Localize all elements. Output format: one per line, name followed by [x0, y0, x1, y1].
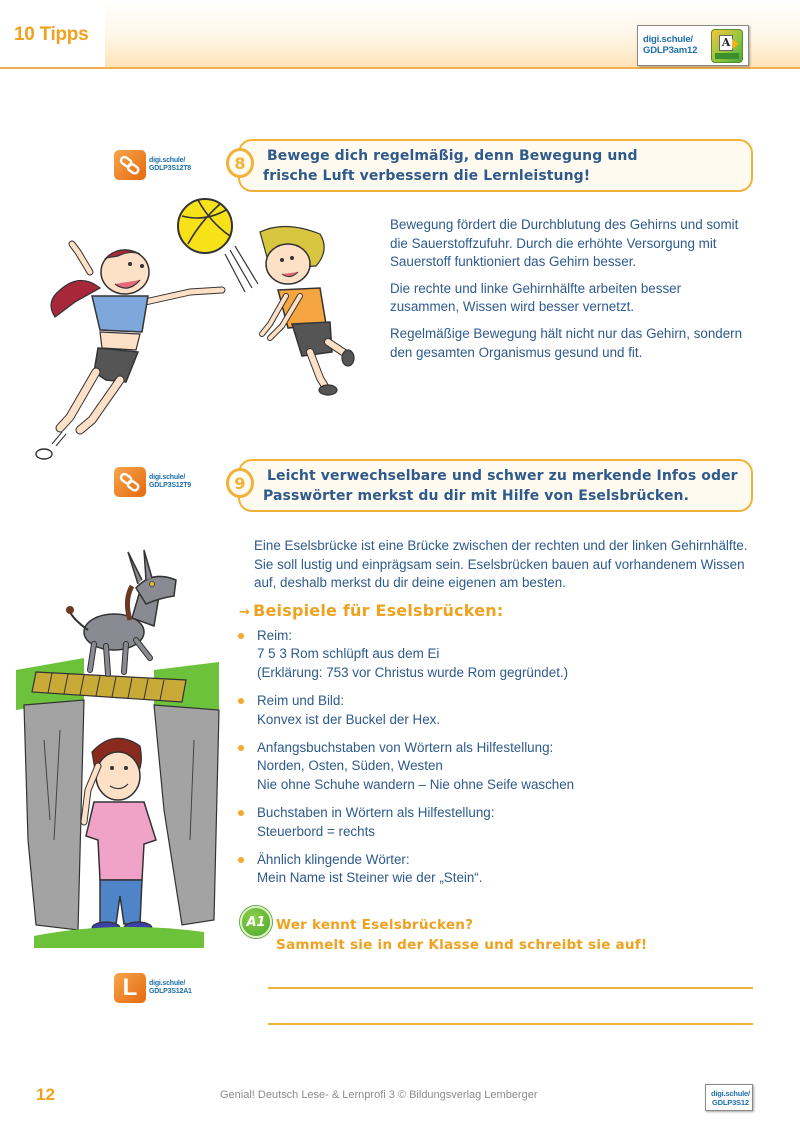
thinking-boy: [84, 738, 156, 934]
tip-8-header: [226, 139, 753, 193]
page-title: 10 Tipps: [14, 24, 89, 45]
chain-link-icon: [114, 150, 146, 180]
list-item: Ähnlich klingende Wörter: Mein Name ist Steiner wie der „Stein“.: [237, 851, 737, 888]
arrow-right-icon: →: [239, 605, 251, 620]
list-item: Buchstaben in Wörtern als Hilfestellung: Steuerbord = rechts: [237, 804, 737, 841]
examples-title: → Beispiele für Eselsbrücken:: [239, 601, 504, 620]
solution-badge[interactable]: [114, 973, 192, 1003]
tip-number: 8: [226, 148, 254, 178]
header-rule: [0, 67, 800, 69]
donkey: [66, 550, 176, 674]
bullet-icon: [238, 698, 244, 704]
girl-bumping: [260, 226, 354, 395]
code-text: digi.schule/ GDLP3am12: [643, 34, 698, 56]
solution-code: digi.schule/ GDLP3S12A1: [149, 979, 192, 995]
link-badge-tip9[interactable]: [114, 467, 191, 497]
bullet-icon: [238, 810, 244, 816]
page-number: 12: [36, 1085, 55, 1104]
copyright: Genial! Deutsch Lese- & Lernprofi 3 © Bildungsverlag Lemberger: [220, 1089, 538, 1101]
list-item: Reim und Bild: Konvex ist der Buckel der Hex.: [237, 692, 737, 729]
task-badge: A1: [240, 906, 272, 938]
tip-heading: Leicht verwechselbare und schwer zu merkende Infos oder Passwörter merkst du dir mit Hilfe von Eselsbrücken.: [263, 468, 738, 504]
chain-link-icon: [114, 467, 146, 497]
volleyball-illustration: [30, 192, 370, 467]
answer-line-1[interactable]: [268, 987, 753, 989]
link-code: digi.schule/ GDLP3S12T8: [149, 156, 191, 172]
link-badge-tip8[interactable]: [114, 150, 191, 180]
code-text: digi.schule/ GDLP3S12: [711, 1089, 750, 1107]
paragraph: Eine Eselsbrücke ist eine Brücke zwischen der rechten und der linken Gehirnhälfte. Sie soll lustig und einprägsam sein. Eselsbrücken bauen auf vorhandenem Wissen auf, deshalb merkst du dir deine eigenen am besten.: [254, 538, 748, 591]
paragraph: Regelmäßige Bewegung hält nicht nur das Gehirn, sondern den gesamten Organismus gesund und fit.: [390, 325, 743, 360]
arrow-icon: [732, 39, 739, 49]
list-item: Anfangsbuchstaben von Wörtern als Hilfestellung: Norden, Osten, Süden, Westen Nie ohne Schuhe wandern – Nie ohne Seife waschen: [237, 739, 737, 794]
list-item: Reim: 7 5 3 Rom schlüpft aus dem Ei (Erklärung: 753 vor Christus wurde Rom gegründet.): [237, 627, 737, 682]
letter-page-icon: A: [719, 35, 733, 51]
digi-schule-code-footer[interactable]: [705, 1084, 753, 1111]
bullet-icon: [238, 745, 244, 751]
paragraph: Die rechte und linke Gehirnhälfte arbeiten besser zusammen, Wissen wird besser vernetzt.: [390, 280, 682, 315]
tip-9-header: [226, 459, 753, 513]
page-header: [0, 0, 800, 69]
donkey-bridge-illustration: [14, 540, 224, 950]
paragraph: Bewegung fördert die Durchblutung des Gehirns und somit die Sauerstoffzufuhr. Durch die erhöhte Versorgung mit Sauerstoff funktioniert das Gehirn besser.: [390, 217, 739, 270]
bullet-icon: [238, 633, 244, 639]
tip-9-intro: [254, 537, 754, 601]
task-question: Wer kennt Eselsbrücken? Sammelt sie in der Klasse und schreibt sie auf!: [276, 917, 648, 953]
solution-icon: L: [114, 973, 146, 1003]
link-code: digi.schule/ GDLP3S12T9: [149, 473, 191, 489]
tip-8-text: [390, 216, 750, 370]
tip-heading: Bewege dich regelmäßig, denn Bewegung und frische Luft verbessern die Lernleistung!: [263, 148, 638, 184]
answer-line-2[interactable]: [268, 1023, 753, 1025]
volleyball-icon: [178, 199, 232, 253]
girl-jumping: [36, 244, 222, 459]
examples-list: [237, 627, 737, 898]
app-icon: [711, 29, 743, 63]
bullet-icon: [238, 857, 244, 863]
app-icon-strip: [715, 53, 739, 59]
tip-number: 9: [226, 468, 254, 498]
digi-schule-code-header[interactable]: [637, 25, 749, 66]
